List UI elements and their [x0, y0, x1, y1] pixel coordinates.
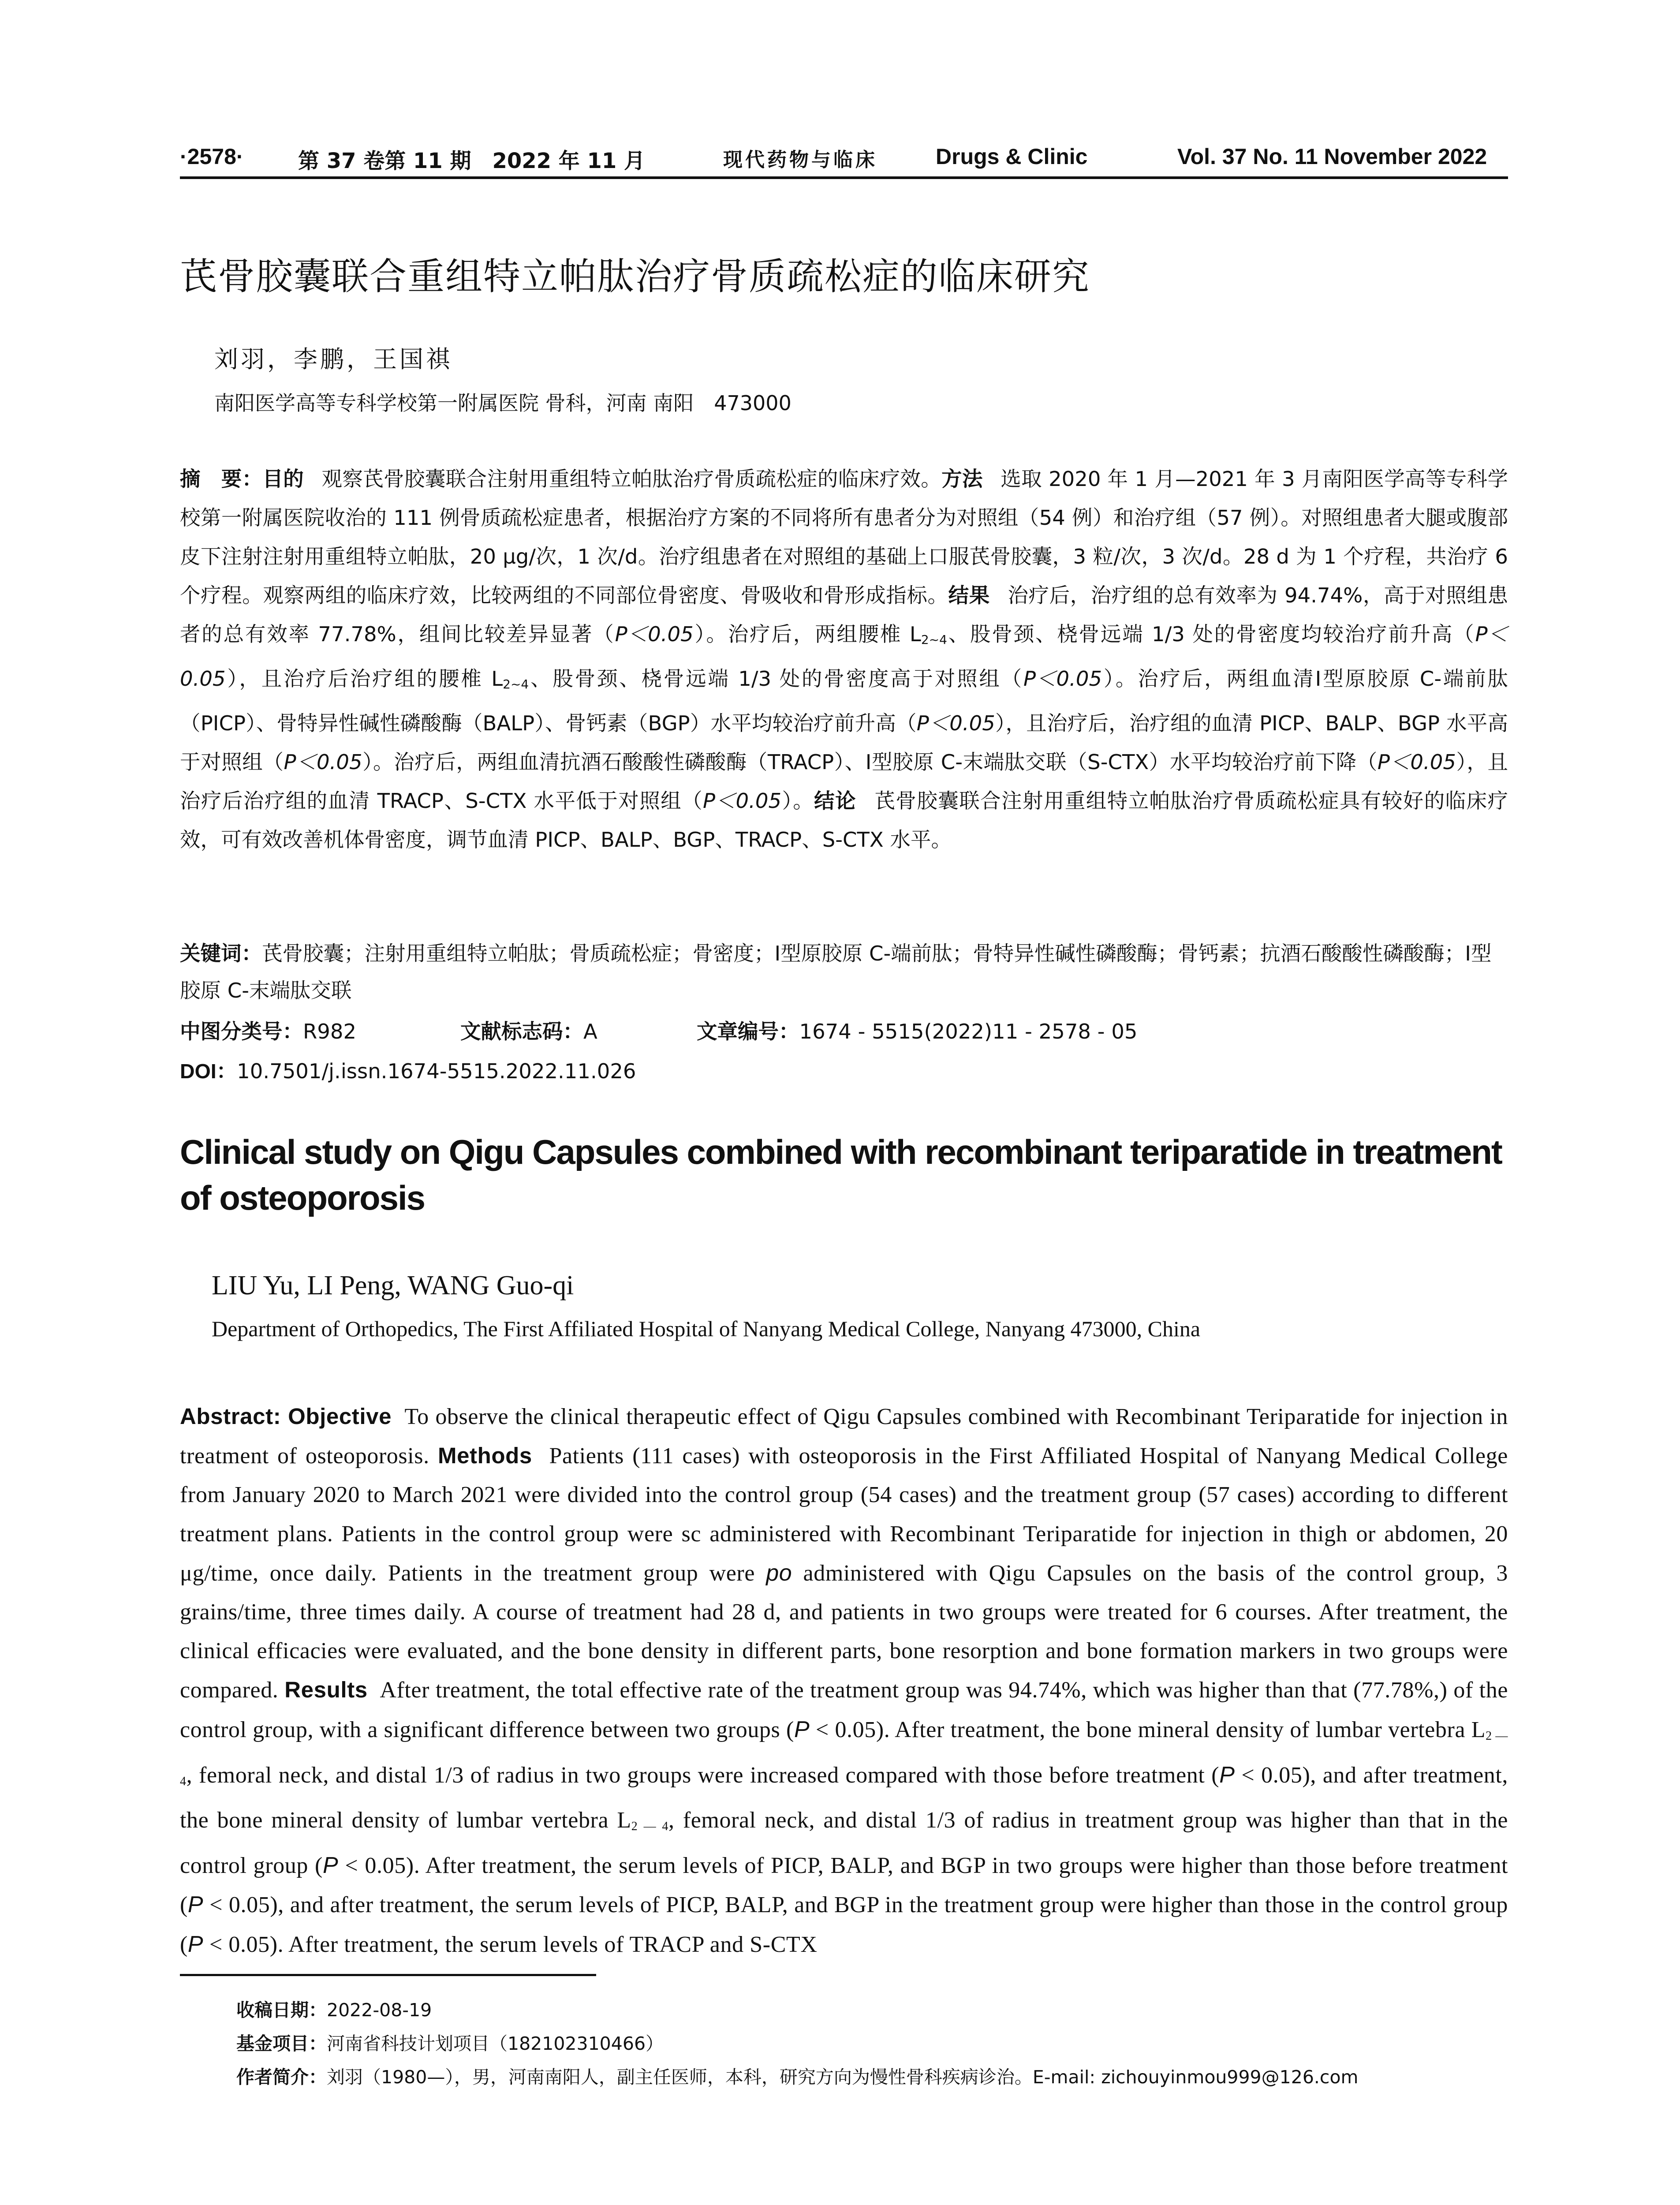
fund-project: 基金项目：河南省科技计划项目（182102310466）	[236, 2033, 664, 2054]
paper-title-en: Clinical study on Qigu Capsules combined with recombinant teriparatide in treatment of osteoporosis	[180, 1132, 1502, 1217]
received-date: 收稿日期：2022-08-19	[236, 1999, 432, 2021]
doc-code-label: 文献标志码：	[460, 1020, 583, 1043]
methods-text-cn: 选取 2020 年 1 月—2021 年 3 月南阳医学高等专科学校第一附属医院收治的 111 例骨质疏松症患者，根据治疗方案的不同将所有患者分为对照组（54 例）和治疗组（57 例）。对照组患者大腿或腹部皮下注射注射用重组特立帕肽，20 μg/次，1 次/d。治疗组患者在对照组的基础上口服芪骨胶囊，3 粒/次，3 次/d。28 d 为 1 个疗程，共治疗 6 个疗程。观察两组的临床疗效，比较两组的不同部位骨密度、骨吸收和骨形成指标。	[180, 467, 1508, 607]
keywords-text-cn: 芪骨胶囊；注射用重组特立帕肽；骨质疏松症；骨密度；Ⅰ型原胶原 C-端前肽；骨特异性碱性磷酸酶；骨钙素；抗酒石酸酸性磷酸酶；Ⅰ型胶原 C-末端肽交联	[180, 942, 1492, 1002]
issue-cn: 第 37 卷第 11 期 2022 年 11 月	[298, 149, 645, 173]
objective-label-cn: 目的	[262, 467, 304, 491]
doc-code-value: A	[583, 1020, 597, 1043]
keywords-cn	[180, 935, 1508, 1009]
authors-cn: 刘羽，李鹏，王国祺	[214, 345, 452, 373]
footnote-rule	[180, 1974, 596, 1976]
author-bio: 作者简介：刘羽（1980—），男，河南南阳人，副主任医师，本科，研究方向为慢性骨科疾病诊治。E-mail: zichouyinmou999@126.com	[236, 2067, 1359, 2088]
abstract-cn	[180, 460, 1508, 859]
authors-en: LIU Yu, LI Peng, WANG Guo-qi	[212, 1271, 574, 1301]
clc-label: 中图分类号：	[180, 1020, 303, 1043]
journal-name-en: Drugs & Clinic	[936, 144, 1088, 169]
footnote	[236, 1993, 1359, 2094]
paper-title-cn: 芪骨胶囊联合重组特立帕肽治疗骨质疏松症的临床研究	[180, 255, 1090, 298]
article-number-value: 1674 - 5515(2022)11 - 2578 - 05	[799, 1020, 1138, 1043]
abstract-label-cn: 摘 要：	[180, 467, 263, 491]
results-label-en: Results	[284, 1677, 368, 1703]
article-number-label: 文章编号：	[697, 1020, 799, 1043]
issue-en: Vol. 37 No. 11 November 2022	[1177, 144, 1487, 169]
doi-label: DOI：	[180, 1060, 237, 1083]
methods-text-en: Patients (111 cases) with osteoporosis in the First Affiliated Hospital of Nanyang Medical College from January 2020 to March 2021 were divided into the control group (54 cases) and the treatment group (57 cases) according to different treatment plans. Patients in the control group were sc administered with Recombinant Teriparatide for injection in thigh or abdomen, 20 μg/time, once daily. Patients in the treatment group were po administered with Qigu Capsules on the basis of the control group, 3 grains/time, three times daily. A course of treatment had 28 d, and patients in two groups were treated for 6 courses. After treatment, the clinical efficacies were evaluated, and the bone density in different parts, bone resorption and bone formation markers in two groups were compared.	[180, 1443, 1508, 1703]
abstract-en	[180, 1397, 1508, 1964]
results-text-en: After treatment, the total effective rate of the treatment group was 94.74%, which was higher than that (77.78%,) of the control group, with a significant difference between two groups (P < 0.05). After treatment, the bone mineral density of lumbar vertebra $L_{2 — 4}$, femoral neck, and distal 1/3 of radius in two groups were increased compared with those before treatment (P < 0.05), and after treatment, the bone mineral density of lumbar vertebra $L_{2 — 4}$, femoral neck, and distal 1/3 of radius in treatment group was higher than that in the control group (P < 0.05). After treatment, the serum levels of PICP, BALP, and BGP in two groups were higher than those before treatment (P < 0.05), and after treatment, the serum levels of PICP, BALP, and BGP in the treatment group were higher than those in the control group (P < 0.05). After treatment, the serum levels of TRACP and S-CTX	[180, 1678, 1508, 1957]
affiliation-cn: 南阳医学高等专科学校第一附属医院 骨科，河南 南阳 473000	[214, 391, 791, 415]
header-rule	[180, 176, 1508, 179]
doi-line	[180, 1055, 636, 1084]
conclusion-text-cn: 芪骨胶囊联合注射用重组特立帕肽治疗骨质疏松症具有较好的临床疗效，可有效改善机体骨密度，调节血清 PICP、BALP、BGP、TRACP、S-CTX 水平。	[180, 789, 1508, 852]
affiliation-en: Department of Orthopedics, The First Affiliated Hospital of Nanyang Medical College, Nanyang 473000, China	[212, 1316, 1201, 1341]
keywords-label-cn: 关键词：	[180, 942, 262, 965]
conclusion-label-cn: 结论	[814, 789, 857, 813]
objective-text-cn: 观察芪骨胶囊联合注射用重组特立帕肽治疗骨质疏松症的临床疗效。	[321, 467, 942, 491]
results-label-cn: 结果	[948, 583, 990, 607]
results-text-cn: 治疗后，治疗组的总有效率为 94.74%，高于对照组患者的总有效率 77.78%，组间比较差异显著（P＜0.05）。治疗后，两组腰椎 $L_{2\sim 4}$、股骨颈、桡骨远端 1/3 处的骨密度均较治疗前升高（P＜0.05），且治疗后治疗组的腰椎 $L_{2\sim 4}$、股骨颈、桡骨远端 1/3 处的骨密度高于对照组（P＜0.05）。治疗后，两组血清Ⅰ型原胶原 C-端前肽（PICP）、骨特异性碱性磷酸酶（BALP）、骨钙素（BGP）水平均较治疗前升高（P＜0.05），且治疗后，治疗组的血清 PICP、BALP、BGP 水平高于对照组（P＜0.05）。治疗后，两组血清抗酒石酸酸性磷酸酶（TRACP）、Ⅰ型胶原 C-末端肽交联（S-CTX）水平均较治疗前下降（P＜0.05），且治疗后治疗组的血清 TRACP、S-CTX 水平低于对照组（P＜0.05）。	[180, 583, 1508, 813]
methods-label-en: Methods	[437, 1443, 532, 1469]
clc-value: R982	[303, 1020, 357, 1043]
doi-link[interactable]: 10.7501/j.issn.1674-5515.2022.11.026	[237, 1059, 636, 1083]
objective-text-en: To observe the clinical therapeutic effect of Qigu Capsules combined with Recombinant Teriparatide for injection in treatment of osteoporosis.	[180, 1404, 1508, 1469]
running-header	[180, 139, 1508, 175]
page-number: ·2578·	[180, 144, 244, 169]
abstract-label-en: Abstract: Objective	[180, 1404, 392, 1429]
methods-label-cn: 方法	[941, 467, 983, 491]
journal-name-cn: 现代药物与临床	[723, 149, 877, 171]
